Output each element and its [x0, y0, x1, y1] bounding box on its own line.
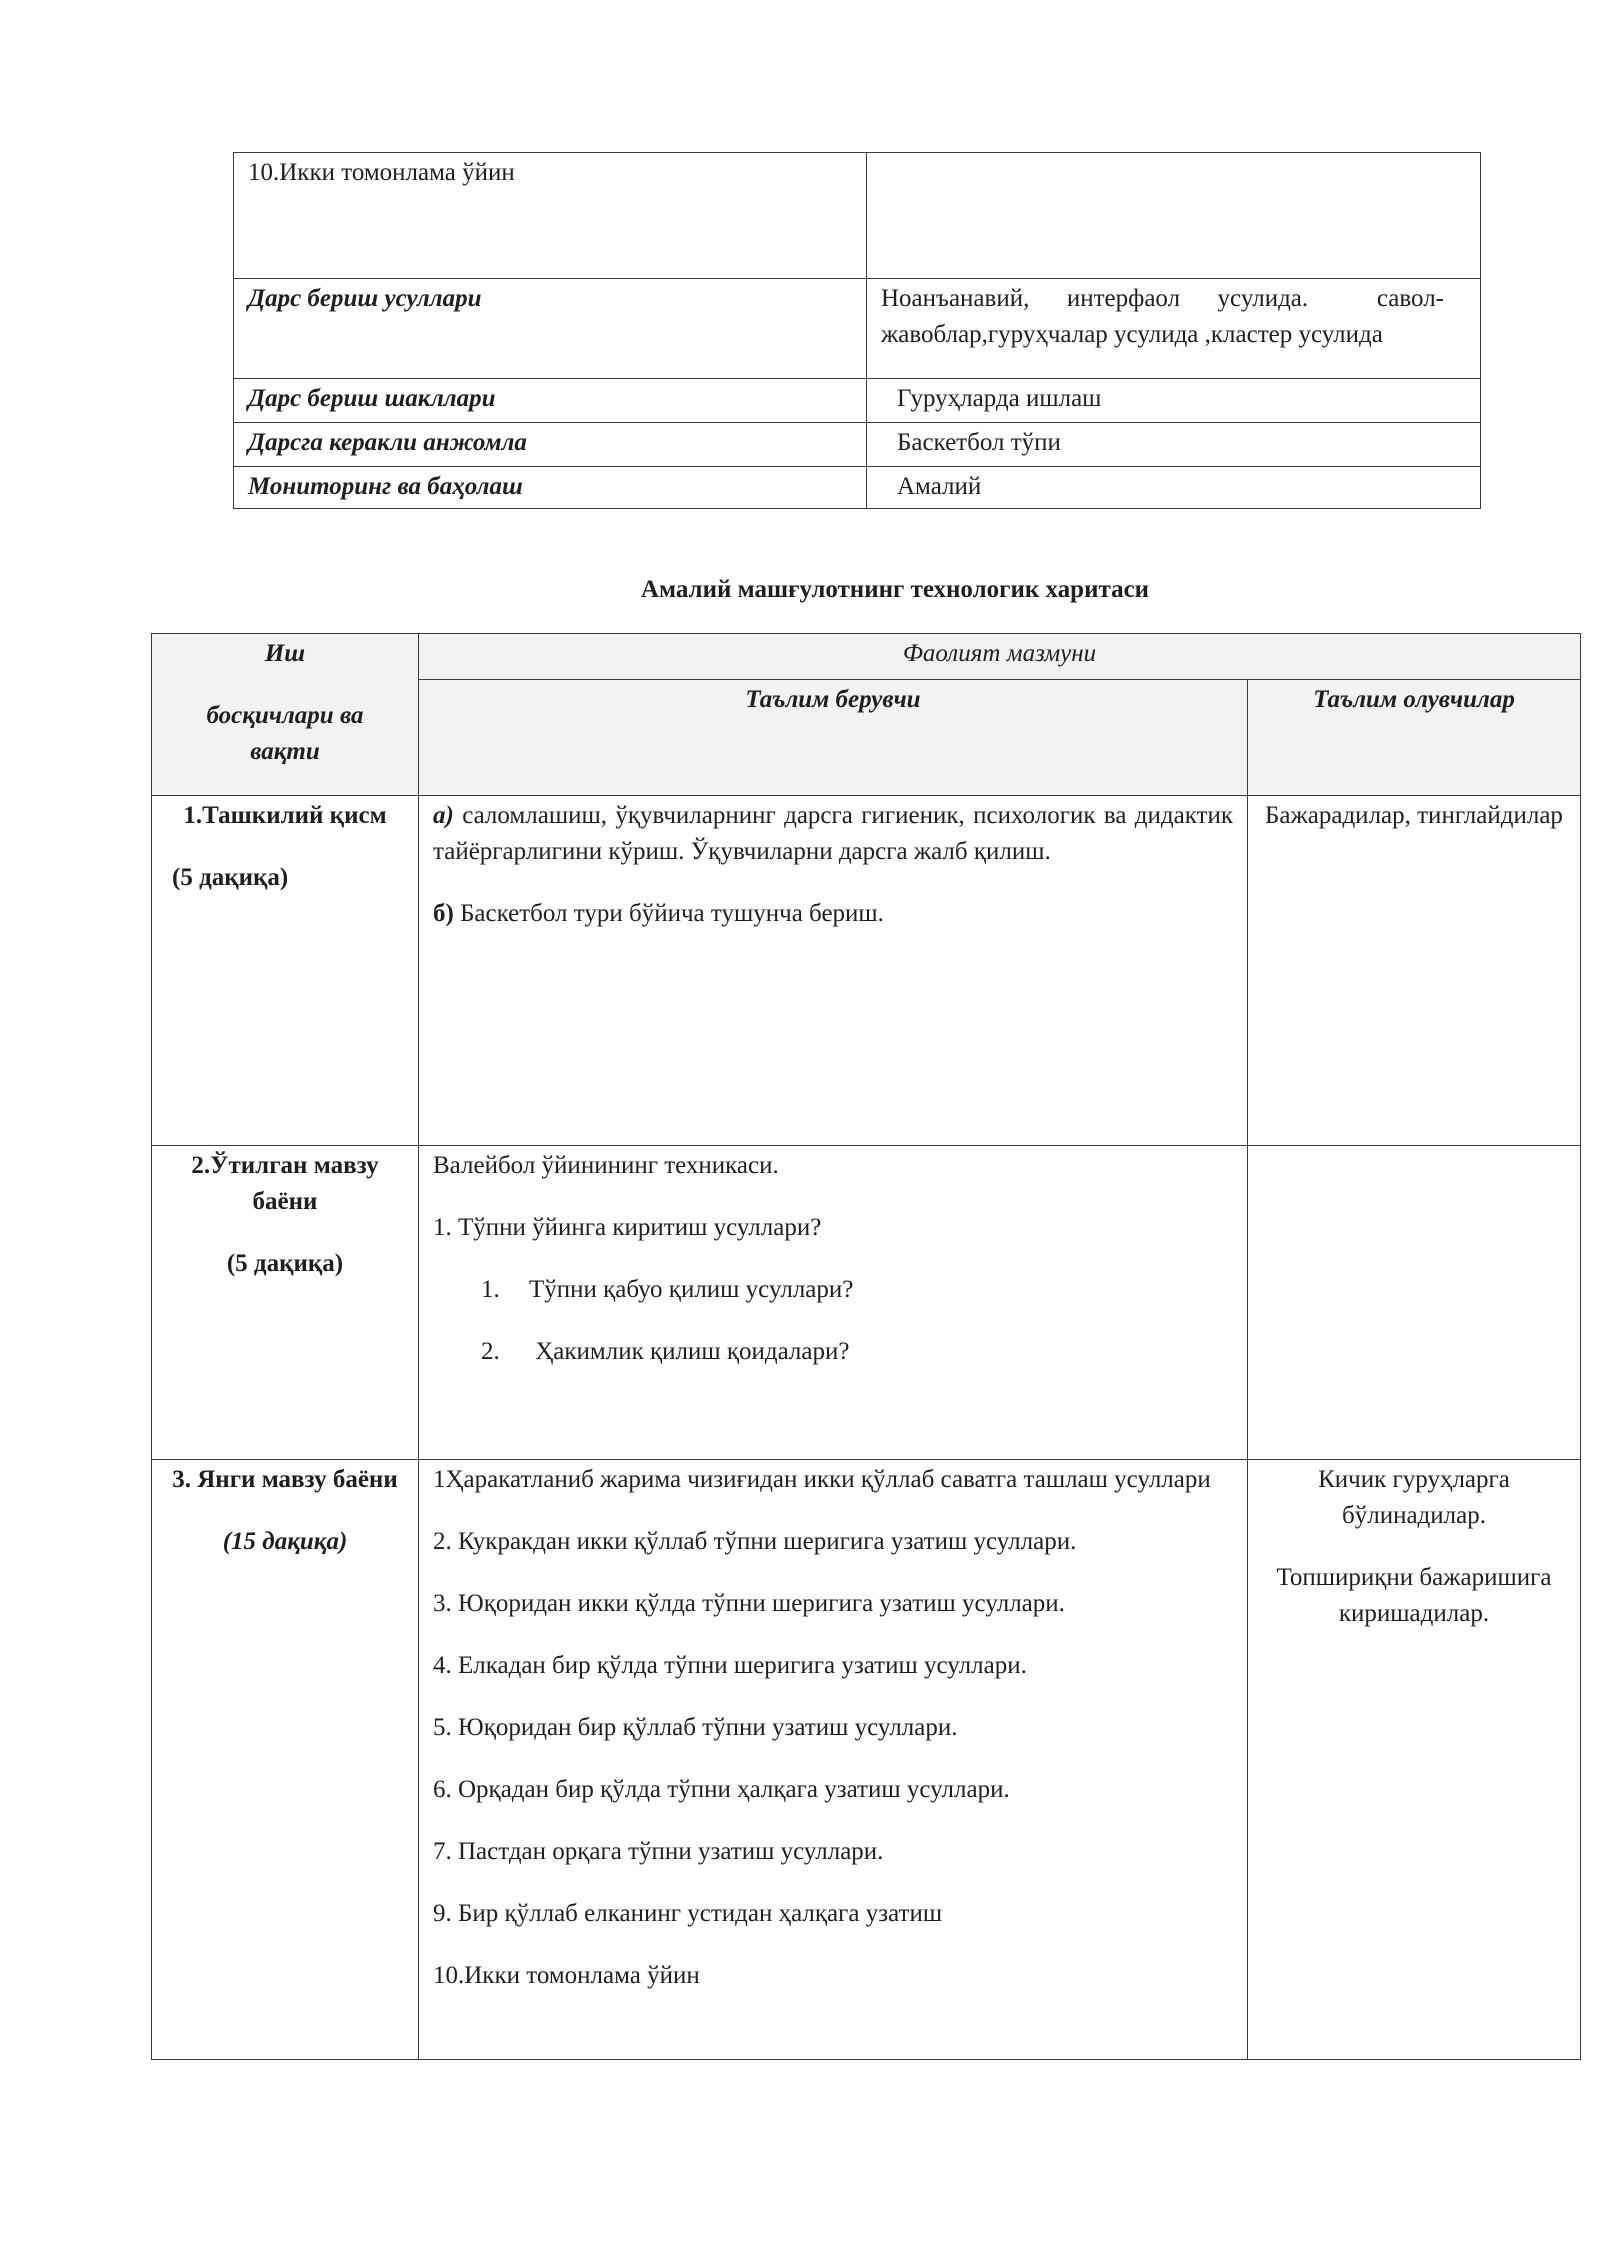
- item-number: 2.: [481, 1338, 500, 1365]
- row-value: Баскетбол тўпи: [867, 423, 1481, 467]
- item-marker: а): [433, 802, 454, 829]
- row-value: Гуруҳларда ишлаш: [867, 379, 1481, 423]
- teacher-item: 3. Юқоридан икки қўлда тўпни шеригига узатиш усуллари.: [433, 1590, 1065, 1617]
- students-text: Кичик гуруҳларга бўлинадилар.: [1318, 1466, 1510, 1529]
- row-label: Дарсга керакли анжомла: [234, 423, 867, 467]
- section-title: Амалий машғулотнинг технологик харитаси: [640, 576, 1150, 603]
- lesson-info-table: [233, 152, 1481, 509]
- item-text: Ҳакимлик қилиш қоидалари?: [529, 1338, 850, 1365]
- row-label: Дарс бериш шакллари: [234, 379, 867, 423]
- teacher-cell: [419, 796, 1248, 1146]
- value-line: жавоблар,гуруҳчалар усулида ,кластер усулида: [881, 321, 1383, 348]
- teacher-paragraph: Валейбол ўйинининг техникаси.: [433, 1152, 779, 1179]
- stage-name: 1.Ташкилий қисм: [183, 802, 387, 829]
- students-text: Топшириқни бажаришига киришадилар.: [1276, 1564, 1552, 1627]
- table-row: [152, 1460, 1581, 2060]
- table-header-row: [152, 634, 1581, 680]
- cell-text: 10.Икки томонлама ўйин: [248, 159, 515, 186]
- technology-map-table: [151, 633, 1581, 2060]
- teacher-item: 6. Орқадан бир қўлда тўпни ҳалқага узатиш усуллари.: [433, 1776, 1010, 1803]
- header-students: Таълим олувчилар: [1248, 680, 1581, 796]
- teacher-paragraph: [433, 798, 1233, 870]
- table-row: [234, 153, 1481, 279]
- stage-time: (5 дақиқа): [172, 864, 289, 891]
- list-item: [433, 1272, 1233, 1308]
- item-number: 1.: [481, 1276, 500, 1303]
- table-row: [234, 467, 1481, 509]
- stage-name: 2.Ўтилган мавзу баёни: [191, 1152, 379, 1215]
- teacher-item: 4. Елкадан бир қўлда тўпни шеригига узатиш усуллари.: [433, 1652, 1027, 1679]
- students-cell: Бажарадилар, тинглайдилар: [1248, 796, 1581, 1146]
- header-stage: [152, 634, 419, 796]
- row-label: Мониторинг ва баҳолаш: [234, 467, 867, 509]
- students-cell: [1248, 1460, 1581, 2060]
- row-value: [867, 279, 1481, 379]
- header-stage-line2: босқичлари ва вақти: [206, 702, 364, 765]
- teacher-item: 10.Икки томонлама ўйин: [433, 1962, 700, 1989]
- list-item: [433, 1334, 1233, 1370]
- item-marker: б): [433, 900, 454, 927]
- header-teacher: Таълим берувчи: [419, 680, 1248, 796]
- stage-cell: [152, 796, 419, 1146]
- teacher-paragraph: [433, 896, 1233, 932]
- table-row: [234, 379, 1481, 423]
- teacher-item: 5. Юқоридан бир қўллаб тўпни узатиш усуллари.: [433, 1714, 958, 1741]
- row-value: Амалий: [867, 467, 1481, 509]
- table-row: [234, 279, 1481, 379]
- table-row: [152, 796, 1581, 1146]
- header-stage-line1: Иш: [264, 640, 306, 667]
- teacher-paragraph: 1. Тўпни ўйинга киритиш усуллари?: [433, 1214, 822, 1241]
- item-text: Тўпни қабуо қилиш усуллари?: [529, 1276, 854, 1303]
- stage-time: (15 дақиқа): [222, 1528, 348, 1555]
- table-row: [234, 423, 1481, 467]
- sub-question-list: [433, 1272, 1233, 1370]
- teacher-item: 9. Бир қўллаб елканинг устидан ҳалқага узатиш: [433, 1900, 943, 1927]
- table-cell: [867, 153, 1481, 279]
- stage-name: 3. Янги мавзу баёни: [172, 1466, 398, 1493]
- teacher-item: 7. Пастдан орқага тўпни узатиш усуллари.: [433, 1838, 884, 1865]
- teacher-item: 1Ҳаракатланиб жарима чизиғидан икки қўллаб саватга ташлаш усуллари: [433, 1466, 1211, 1493]
- stage-cell: [152, 1146, 419, 1460]
- teacher-cell: [419, 1460, 1248, 2060]
- teacher-item: 2. Кукракдан икки қўллаб тўпни шеригига узатиш усуллари.: [433, 1528, 1077, 1555]
- stage-time: (5 дақиқа): [226, 1250, 344, 1277]
- header-activity: Фаолият мазмуни: [419, 634, 1581, 680]
- table-cell: [234, 153, 867, 279]
- table-row: [152, 1146, 1581, 1460]
- value-line: Ноанъанавий, интерфаол усулида. савол-: [881, 285, 1445, 312]
- paragraph-text: Баскетбол тури бўйича тушунча бериш.: [453, 900, 884, 927]
- students-cell: [1248, 1146, 1581, 1460]
- stage-cell: [152, 1460, 419, 2060]
- row-label: Дарс бериш усуллари: [234, 279, 867, 379]
- paragraph-text: саломлашиш, ўқувчиларнинг дарсга гигиеник, психологик ва дидактик тайёргарлигини кўриш. Ўқувчиларни дарсга жалб қилиш.: [433, 802, 1233, 865]
- teacher-cell: [419, 1146, 1248, 1460]
